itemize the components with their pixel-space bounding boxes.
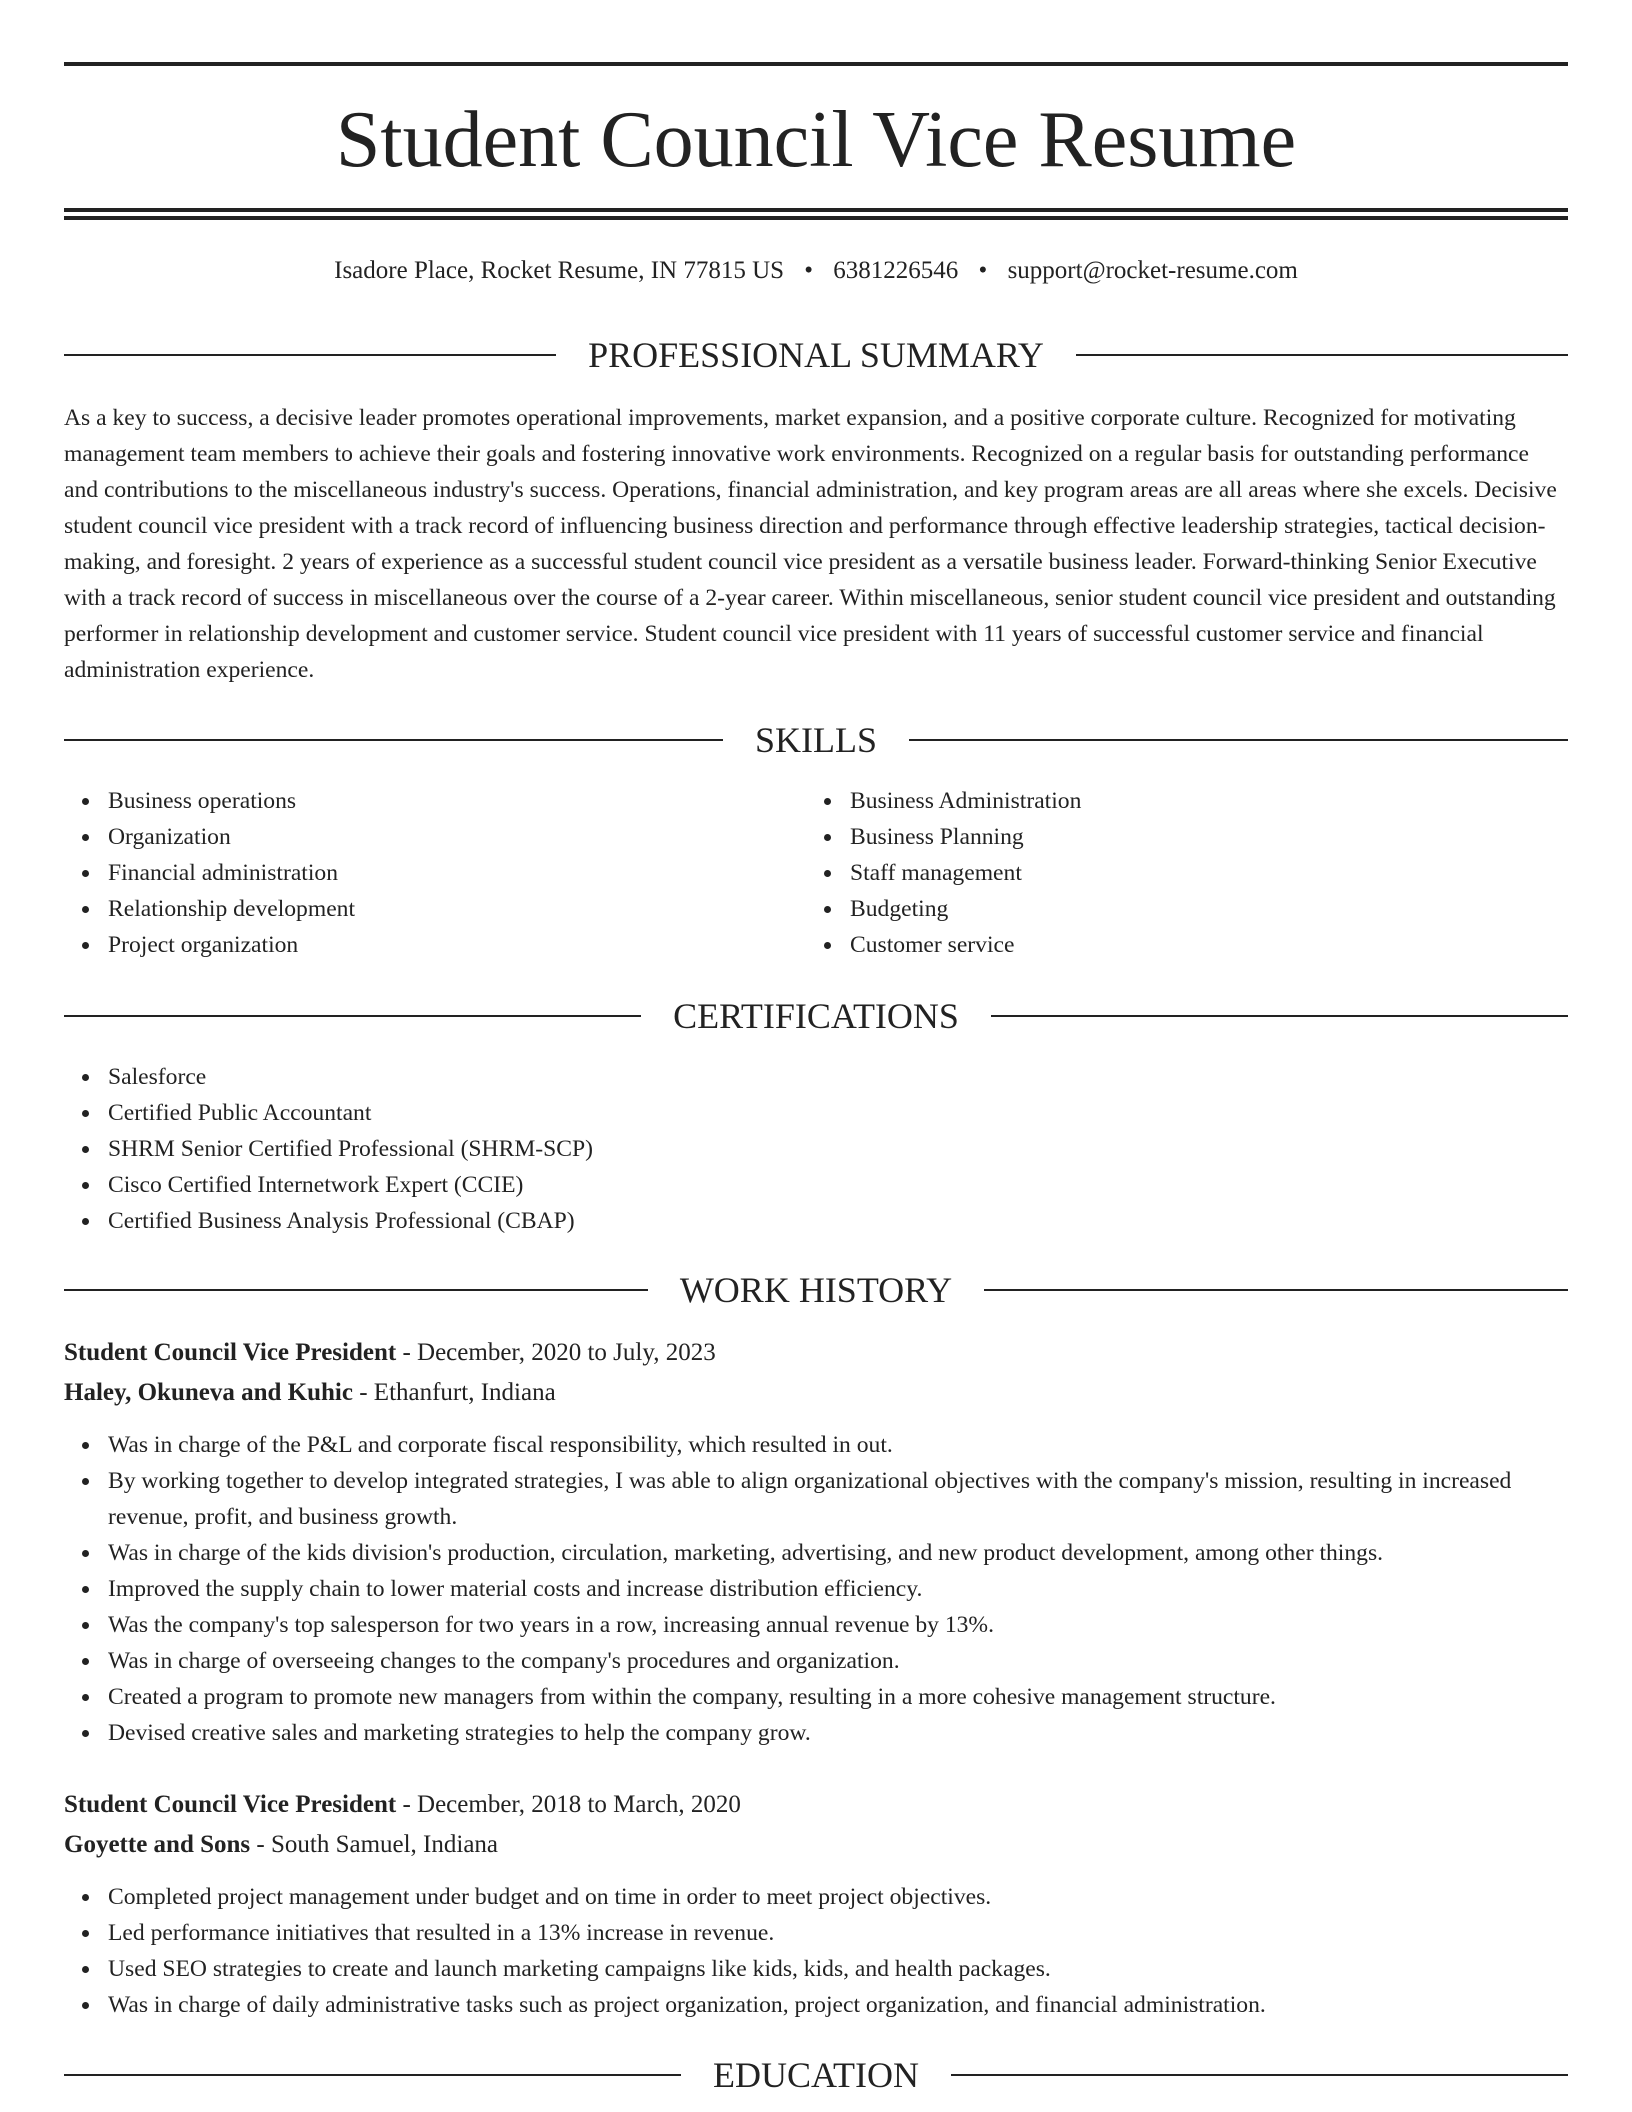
skill-item: Relationship development	[64, 891, 804, 927]
contact-line	[64, 254, 1568, 288]
section-title-education: EDUCATION	[713, 2055, 919, 2095]
job-bullet: Was in charge of overseeing changes to the company's procedures and organization.	[64, 1643, 1568, 1679]
section-title-summary: PROFESSIONAL SUMMARY	[588, 335, 1044, 375]
certification-item: Salesforce	[64, 1059, 1568, 1095]
contact-address: Isadore Place, Rocket Resume, IN 77815 US	[334, 257, 785, 284]
section-header-summary	[64, 335, 1568, 375]
section-title-certifications: CERTIFICATIONS	[673, 996, 959, 1036]
title-double-rule	[64, 208, 1568, 220]
job-bullet: By working together to develop integrated strategies, I was able to align organizational objectives with the company's mission, resulting in increased revenue, profit, and business growth.	[64, 1463, 1568, 1535]
job-bullets	[64, 1879, 1568, 2023]
header-rule-left	[64, 2074, 681, 2076]
skill-item: Customer service	[806, 927, 1566, 963]
header-rule-right	[991, 1015, 1568, 1017]
section-header-work	[64, 1270, 1568, 1310]
job-bullet: Used SEO strategies to create and launch marketing campaigns like kids, kids, and health packages.	[64, 1951, 1568, 1987]
job-title: Student Council Vice President	[64, 1791, 397, 1818]
skills-list-left	[64, 783, 804, 963]
header-rule-right	[984, 1289, 1568, 1291]
header-rule-left	[64, 739, 723, 741]
job-company: Haley, Okuneva and Kuhic	[64, 1379, 353, 1406]
skill-item: Staff management	[806, 855, 1566, 891]
rule-lower	[64, 216, 1568, 220]
contact-separator: •	[978, 257, 988, 284]
section-header-skills	[64, 720, 1568, 760]
certification-item: Certified Business Analysis Professional (CBAP)	[64, 1203, 1568, 1239]
section-header-certifications	[64, 996, 1568, 1036]
skill-item: Financial administration	[64, 855, 804, 891]
header-rule-left	[64, 354, 556, 356]
job-bullet: Improved the supply chain to lower material costs and increase distribution efficiency.	[64, 1571, 1568, 1607]
contact-phone[interactable]: 6381226546	[833, 257, 959, 284]
rule-upper	[64, 208, 1568, 212]
contact-email[interactable]: support@rocket-resume.com	[1007, 257, 1298, 284]
skill-item: Organization	[64, 819, 804, 855]
header-rule-left	[64, 1015, 641, 1017]
job-location: - South Samuel, Indiana	[256, 1831, 499, 1858]
top-rule	[64, 62, 1568, 66]
job-title-line	[64, 1335, 1568, 1371]
job-dates: - December, 2020 to July, 2023	[402, 1339, 716, 1366]
job-bullet: Was in charge of the kids division's production, circulation, marketing, advertising, and new product development, among other things.	[64, 1535, 1568, 1571]
header-rule-left	[64, 1289, 648, 1291]
job-bullets	[64, 1427, 1568, 1751]
job-bullet: Created a program to promote new managers from within the company, resulting in a more cohesive management structure.	[64, 1679, 1568, 1715]
skill-item: Project organization	[64, 927, 804, 963]
job-bullet: Was in charge of the P&L and corporate fiscal responsibility, which resulted in out.	[64, 1427, 1568, 1463]
certifications-list	[64, 1059, 1568, 1239]
section-header-education	[64, 2055, 1568, 2095]
job-title: Student Council Vice President	[64, 1339, 397, 1366]
header-rule-right	[909, 739, 1568, 741]
skill-item: Budgeting	[806, 891, 1566, 927]
resume-title: Student Council Vice Resume	[335, 96, 1297, 184]
job-company-line	[64, 1375, 1568, 1411]
summary-text: As a key to success, a decisive leader promotes operational improvements, market expansion, and a positive corporate culture. Recognized for motivating management team members to achieve their goals and fostering innovative work environments. Recognized on a regular basis for outstanding performance and contributions to the miscellaneous industry's success. Operations, financial administration, and key program areas are all areas where she excels. Decisive student council vice president with a track record of influencing business direction and performance through effective leadership strategies, tactical decision-making, and foresight. 2 years of experience as a successful student council vice president as a versatile business leader. Forward-thinking Senior Executive with a track record of success in miscellaneous over the course of a 2-year career. Within miscellaneous, senior student council vice president and outstanding performer in relationship development and customer service. Student council vice president with 11 years of successful customer service and financial administration experience.	[64, 405, 1557, 683]
job-bullet: Devised creative sales and marketing strategies to help the company grow.	[64, 1715, 1568, 1751]
header-rule-right	[951, 2074, 1568, 2076]
skill-item: Business Administration	[806, 783, 1566, 819]
certification-item: Certified Public Accountant	[64, 1095, 1568, 1131]
skill-item: Business Planning	[806, 819, 1566, 855]
header-rule-right	[1076, 354, 1568, 356]
certification-item: Cisco Certified Internetwork Expert (CCIE)	[64, 1167, 1568, 1203]
job-bullet: Was the company's top salesperson for two years in a row, increasing annual revenue by 13%.	[64, 1607, 1568, 1643]
job-dates: - December, 2018 to March, 2020	[402, 1791, 741, 1818]
job-company: Goyette and Sons	[64, 1831, 251, 1858]
section-title-work: WORK HISTORY	[679, 1270, 953, 1310]
skills-list-right	[806, 783, 1566, 963]
job-bullet: Was in charge of daily administrative tasks such as project organization, project organization, and financial administration.	[64, 1987, 1568, 2023]
section-title-skills: SKILLS	[755, 720, 878, 760]
certification-item: SHRM Senior Certified Professional (SHRM-SCP)	[64, 1131, 1568, 1167]
job-title-line	[64, 1787, 1568, 1823]
skill-item: Business operations	[64, 783, 804, 819]
job-company-line	[64, 1827, 1568, 1863]
job-bullet: Completed project management under budget and on time in order to meet project objectives.	[64, 1879, 1568, 1915]
job-bullet: Led performance initiatives that resulted in a 13% increase in revenue.	[64, 1915, 1568, 1951]
job-location: - Ethanfurt, Indiana	[359, 1379, 556, 1406]
contact-separator: •	[804, 257, 814, 284]
